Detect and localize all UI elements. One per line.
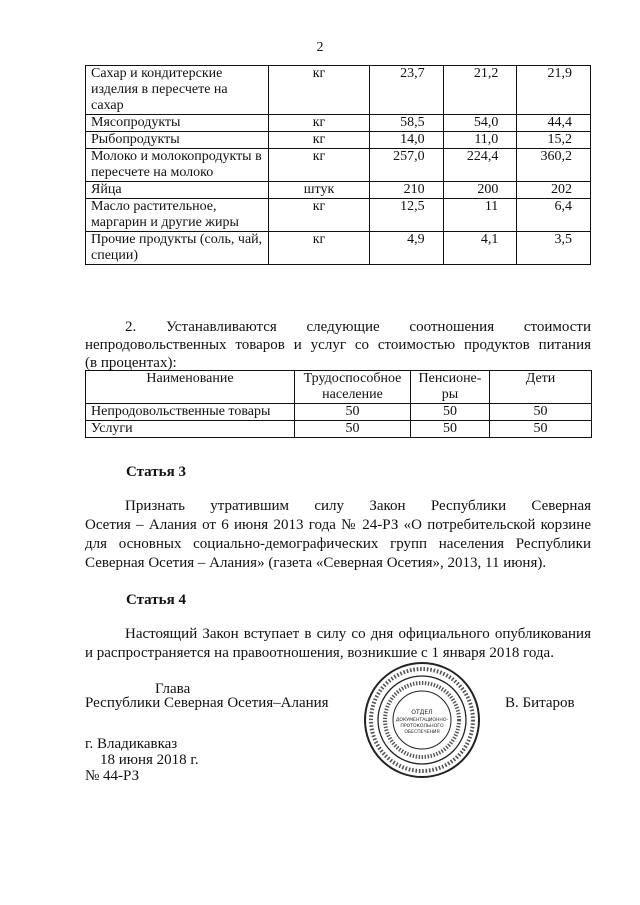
ratio-table — [85, 370, 592, 438]
seal-center-text-2: ДОКУМЕНТАЦИОННО- — [395, 718, 449, 723]
page-number: 2 — [316, 40, 324, 55]
food-value-children-cell: 360,2 — [517, 149, 591, 182]
food-name-cell: Рыбопродукты — [86, 132, 269, 149]
ratio-table-row — [86, 421, 592, 438]
ratio-table-header — [86, 371, 592, 404]
law-number: № 44-РЗ — [85, 768, 140, 784]
signature-name: В. Битаров — [505, 695, 575, 711]
food-value-pensioners-cell: 54,0 — [443, 115, 517, 132]
signature-title-1: Глава — [155, 681, 191, 697]
ratio-header-workers — [295, 371, 411, 404]
food-name-cell: Сахар и кондитерские изделия в пересчете на сахар — [86, 66, 269, 115]
ratio-workers-cell: 50 — [295, 404, 411, 421]
food-unit-cell: кг — [269, 132, 370, 149]
food-value-working-cell: 23,7 — [370, 66, 444, 115]
food-value-children-cell: 3,5 — [517, 232, 591, 265]
food-name-cell: Молоко и молокопродукты в пересчете на молоко — [86, 149, 269, 182]
food-value-working-cell: 58,5 — [370, 115, 444, 132]
ratio-header-children: Дети — [490, 371, 592, 404]
food-value-working-cell: 210 — [370, 182, 444, 199]
ratio-name-cell: Непродовольственные товары — [86, 404, 295, 421]
food-value-pensioners-cell: 21,2 — [443, 66, 517, 115]
ratio-header-name: Наименование — [86, 371, 295, 404]
article-3-paragraph — [85, 497, 591, 573]
ratio-header-pensioners-text: Пенсионе-ры — [418, 371, 482, 402]
food-value-working-cell: 4,9 — [370, 232, 444, 265]
food-value-children-cell: 15,2 — [517, 132, 591, 149]
food-value-working-cell: 12,5 — [370, 199, 444, 232]
food-unit-cell: кг — [269, 149, 370, 182]
article-3-line-1: Признать утратившим силу Закон Республики Северная — [125, 498, 591, 514]
food-value-working-cell: 14,0 — [370, 132, 444, 149]
ratio-header-workers-text: Трудоспособное население — [303, 371, 402, 402]
food-value-working-cell: 257,0 — [370, 149, 444, 182]
food-table-row — [86, 115, 591, 132]
food-unit-cell: кг — [269, 199, 370, 232]
food-value-pensioners-cell: 224,4 — [443, 149, 517, 182]
food-value-children-cell: 6,4 — [517, 199, 591, 232]
food-unit-cell: штук — [269, 182, 370, 199]
food-value-pensioners-cell: 11 — [443, 199, 517, 232]
food-table-row — [86, 66, 591, 115]
food-table-row — [86, 149, 591, 182]
ratio-table-row — [86, 404, 592, 421]
article-3-line-3: для основных социально-демографических групп населения Республики — [85, 536, 591, 552]
food-name-cell: Масло растительное, маргарин и другие жиры — [86, 199, 269, 232]
article-4-paragraph — [85, 625, 591, 663]
food-unit-cell: кг — [269, 66, 370, 115]
food-unit-cell: кг — [269, 115, 370, 132]
ratio-children-cell: 50 — [490, 404, 592, 421]
food-value-children-cell: 21,9 — [517, 66, 591, 115]
ratio-header-pensioners — [411, 371, 490, 404]
ratio-name-cell: Услуги — [86, 421, 295, 438]
article-4-heading: Статья 4 — [126, 592, 186, 608]
food-value-pensioners-cell: 4,1 — [443, 232, 517, 265]
food-basket-table — [85, 65, 591, 265]
food-table-row — [86, 132, 591, 149]
article-3-line-2: Осетия – Алания от 6 июня 2013 года № 24-РЗ «О потребительской корзине — [85, 517, 591, 533]
food-table-row — [86, 182, 591, 199]
signature-title-2: Республики Северная Осетия–Алания — [85, 695, 329, 711]
article-4-line-2: и распространяется на правоотношения, возникшие с 1 января 2018 года. — [85, 645, 554, 661]
food-value-pensioners-cell: 200 — [443, 182, 517, 199]
section-2-paragraph — [85, 318, 591, 372]
section-2-line-3: (в процентах): — [85, 355, 177, 371]
food-table-row — [86, 232, 591, 265]
date: 18 июня 2018 г. — [100, 752, 199, 768]
seal-center-text-3: ПРОТОКОЛЬНОГО — [400, 724, 444, 729]
ratio-pensioners-cell: 50 — [411, 404, 490, 421]
food-name-cell: Прочие продукты (соль, чай, специи) — [86, 232, 269, 265]
ratio-pensioners-cell: 50 — [411, 421, 490, 438]
food-name-cell: Мясопродукты — [86, 115, 269, 132]
ratio-workers-cell: 50 — [295, 421, 411, 438]
seal-center-text-1: ОТДЕЛ — [411, 709, 433, 716]
article-3-heading: Статья 3 — [126, 464, 186, 480]
food-table-row — [86, 199, 591, 232]
section-2-line-2: непродовольственных товаров и услуг со стоимостью продуктов питания — [85, 337, 591, 353]
food-value-pensioners-cell: 11,0 — [443, 132, 517, 149]
food-value-children-cell: 202 — [517, 182, 591, 199]
city: г. Владикавказ — [85, 736, 178, 752]
seal-center-text-4: ОБЕСПЕЧЕНИЯ — [404, 730, 440, 735]
food-name-cell: Яйца — [86, 182, 269, 199]
ratio-children-cell: 50 — [490, 421, 592, 438]
food-unit-cell: кг — [269, 232, 370, 265]
food-value-children-cell: 44,4 — [517, 115, 591, 132]
article-3-line-4: Северная Осетия – Алания» (газета «Северная Осетия», 2013, 11 июня). — [85, 555, 547, 571]
section-2-line-1: 2. Устанавливаются следующие соотношения стоимости — [125, 319, 591, 335]
article-4-line-1: Настоящий Закон вступает в силу со дня официального опубликования — [125, 626, 591, 642]
official-seal-stamp — [362, 660, 482, 780]
